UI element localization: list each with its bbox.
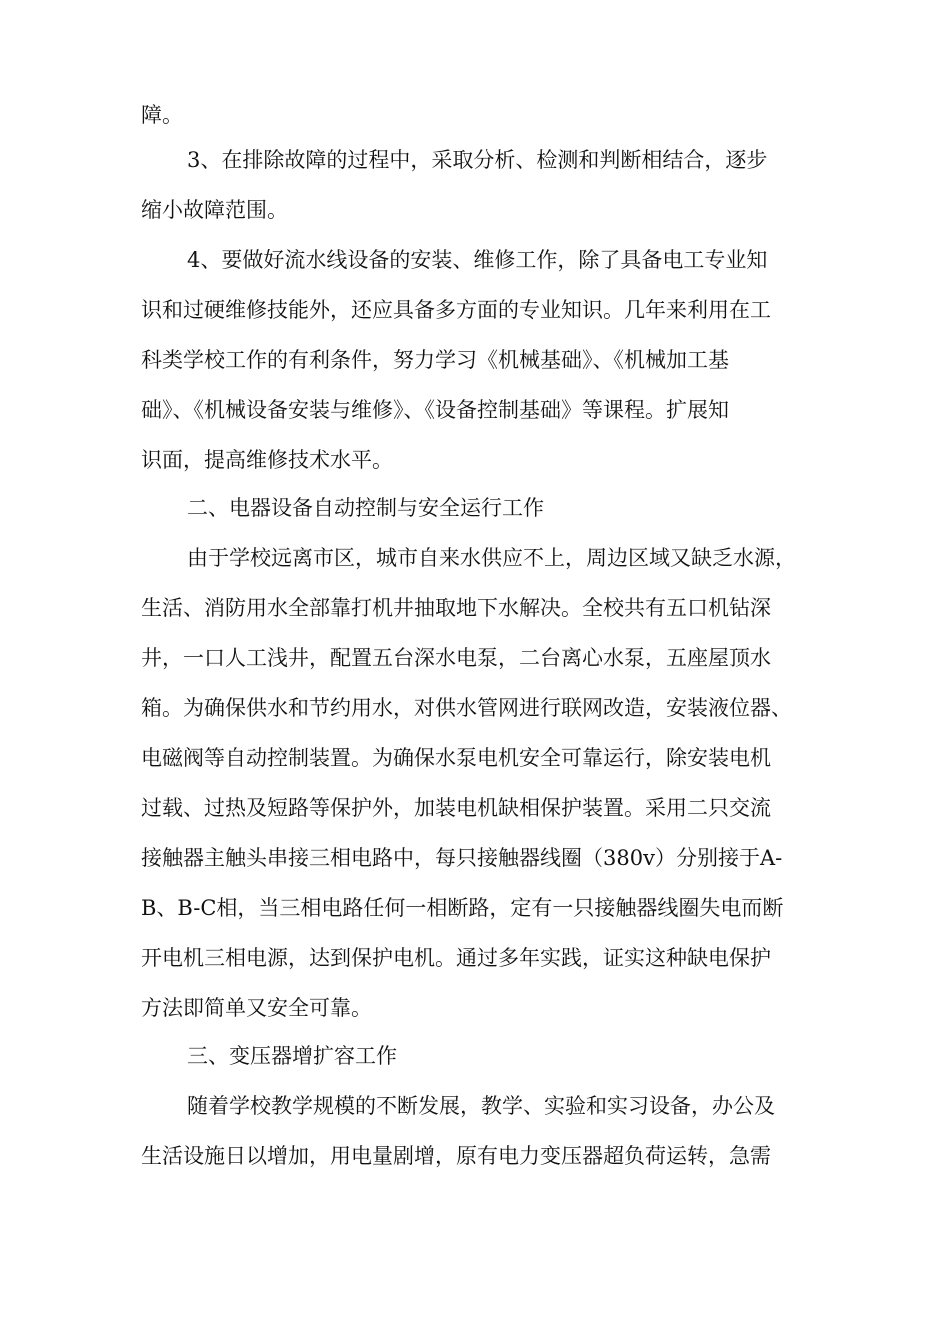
text-line: 4、要做好流水线设备的安装、维修工作，除了具备电工专业知 (187, 248, 768, 272)
text-line: 由于学校远离市区，城市自来水供应不上，周边区域又缺乏水源， (187, 546, 796, 570)
text-line: 井，一口人工浅井，配置五台深水电泵，二台离心水泵，五座屋顶水 (141, 646, 771, 670)
text-line: B、B-C相，当三相电路任何一相断路，定有一只接触器线圈失电而断 (141, 896, 784, 920)
section-heading: 二、电器设备自动控制与安全运行工作 (187, 496, 544, 520)
text-line: 生活、消防用水全部靠打机井抽取地下水解决。全校共有五口机钻深 (141, 596, 771, 620)
text-line: 3、在排除故障的过程中，采取分析、检测和判断相结合，逐步 (187, 148, 768, 172)
text-line: 方法即简单又安全可靠。 (141, 996, 372, 1020)
text-line: 科类学校工作的有利条件，努力学习《机械基础》、《机械加工基 (141, 348, 729, 372)
text-line: 过载、过热及短路等保护外，加装电机缺相保护装置。采用二只交流 (141, 796, 771, 820)
text-line: 电磁阀等自动控制装置。为确保水泵电机安全可靠运行，除安装电机 (141, 746, 771, 770)
text-line: 础》、《机械设备安装与维修》、《设备控制基础》等课程。扩展知 (141, 398, 729, 422)
text-line: 识面，提高维修技术水平。 (141, 448, 393, 472)
text-line: 箱。为确保供水和节约用水，对供水管网进行联网改造，安装液位器、 (141, 696, 792, 720)
section-heading: 三、变压器增扩容工作 (187, 1044, 397, 1068)
text-line: 识和过硬维修技能外，还应具备多方面的专业知识。几年来利用在工 (141, 298, 771, 322)
text-line: 障。 (141, 103, 183, 127)
text-line: 生活设施日以增加，用电量剧增，原有电力变压器超负荷运转，急需 (141, 1144, 771, 1168)
text-line: 缩小故障范围。 (141, 198, 288, 222)
text-line: 开电机三相电源，达到保护电机。通过多年实践，证实这种缺电保护 (141, 946, 771, 970)
text-line: 接触器主触头串接三相电路中，每只接触器线圈（380v）分别接于A- (141, 846, 783, 870)
text-line: 随着学校教学规模的不断发展，教学、实验和实习设备，办公及 (187, 1094, 775, 1118)
